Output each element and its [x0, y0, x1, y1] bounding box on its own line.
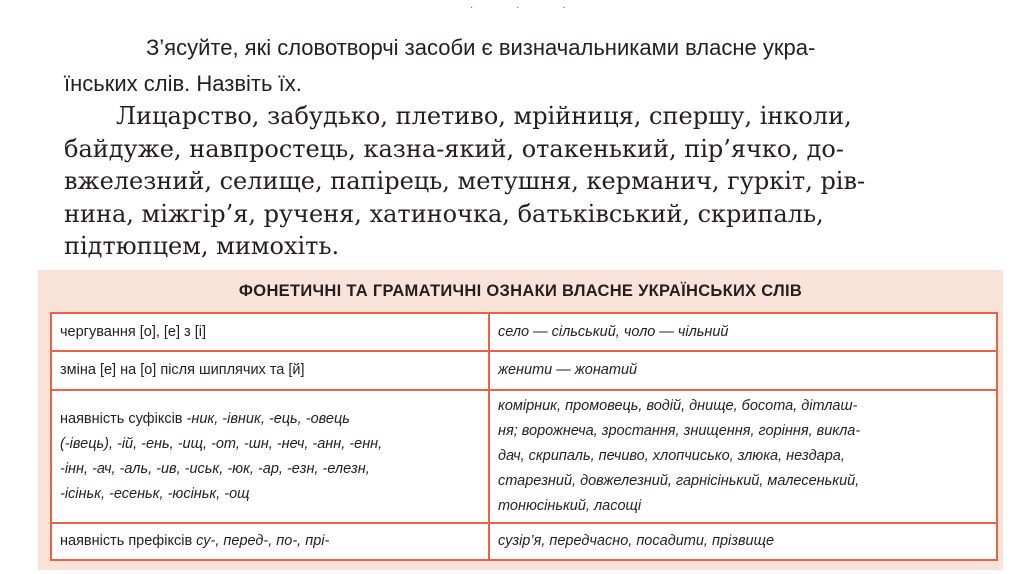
reference-box	[38, 270, 1003, 570]
word-list-line: нина, міжгір’я, рученя, хатиночка, батьківський, скрипаль,	[64, 199, 824, 228]
suffix-list: -ник, -івник, -ець, -овець	[186, 410, 350, 427]
examples-cell: село — сільський, чоло — чільний	[489, 313, 997, 351]
examples-line: дач, скрипаль, печиво, хлопчисько, злюка, нездара,	[498, 448, 845, 464]
feature-cell: зміна [е] на [о] після шиплячих та [й]	[51, 351, 489, 390]
instruction-line: їнських слів. Назвіть їх.	[64, 71, 302, 96]
exercise-word-list	[64, 100, 964, 263]
examples-line: комірник, промовець, водій, днище, босота, дітлаш-	[498, 398, 858, 414]
examples-cell: женити — жонатий	[489, 351, 997, 390]
examples-line: тонюсінький, ласощі	[498, 498, 642, 514]
word-list-line: байдуже, навпростець, казна-який, отакенький, пір’ячко, до-	[64, 134, 844, 163]
exercise-instruction	[64, 30, 964, 102]
word-list-line: підтюпцем, мимохіть.	[64, 232, 340, 260]
suffix-list: -інн, -ач, -аль, -ив, -иськ, -юк, -ар, -езн, -елезн,	[60, 460, 370, 477]
examples-line: ня; ворожнеча, зростання, знищення, горіння, викла-	[498, 423, 861, 439]
features-table	[50, 312, 998, 561]
table-row	[51, 390, 997, 523]
feature-cell	[51, 390, 489, 523]
suffix-list: (-івець), -ій, -ень, -ищ, -от, -шн, -неч, -анн, -енн,	[60, 435, 383, 452]
table-title: ФОНЕТИЧНІ ТА ГРАМАТИЧНІ ОЗНАКИ ВЛАСНЕ УКРАЇНСЬКИХ СЛІВ	[238, 282, 803, 300]
feature-cell	[51, 523, 489, 560]
suffix-list: -ісіньк, -есеньк, -юсіньк, -ощ	[60, 485, 250, 502]
prefix-list: су-, перед-, по-, прі-	[196, 533, 330, 549]
word-list-line: вжелезний, селище, папірець, метушня, керманич, гуркіт, рів-	[64, 167, 866, 195]
examples-line: старезний, довжелезний, гарнісінький, малесенький,	[498, 473, 860, 489]
examples-cell	[489, 390, 997, 523]
table-row	[51, 313, 997, 351]
instruction-line: З’ясуйте, які словотворчі засоби є визначальниками власне укра-	[146, 35, 816, 60]
feature-cell: чергування [о], [е] з [і]	[51, 313, 489, 351]
table-row	[51, 351, 997, 390]
word-list-line: Лицарство, забудько, плетиво, мрійниця, спершу, інколи,	[116, 102, 852, 130]
feature-text: наявність суфіксів	[60, 410, 187, 427]
table-row	[51, 523, 997, 560]
page-header-marks: · · ·	[470, 2, 586, 13]
feature-text: наявність префіксів	[60, 533, 197, 549]
examples-cell: сузір’я, передчасно, посадити, прізвище	[489, 523, 997, 560]
